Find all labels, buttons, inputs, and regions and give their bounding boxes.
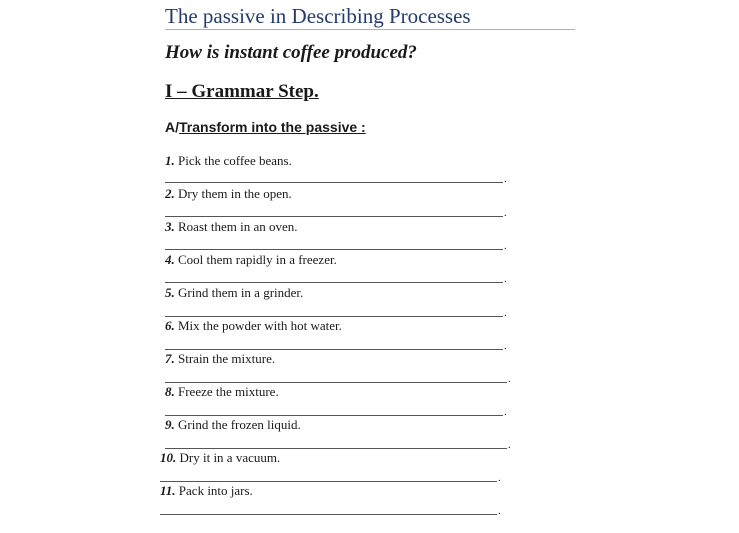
item-number: 5. — [165, 285, 175, 300]
item-text — [160, 450, 280, 466]
line-end-period: . — [498, 505, 501, 517]
exercise-item — [0, 186, 739, 219]
exercise-item — [0, 252, 739, 285]
item-text — [165, 384, 279, 400]
item-number: 3. — [165, 219, 175, 234]
line-end-period: . — [504, 406, 507, 418]
item-number: 11. — [160, 483, 176, 498]
item-text — [165, 318, 342, 334]
item-text — [165, 285, 303, 301]
item-number: 4. — [165, 252, 175, 267]
line-end-period: . — [504, 240, 507, 252]
line-end-period: . — [508, 373, 511, 385]
answer-line[interactable] — [165, 448, 507, 449]
item-sentence: Cool them rapidly in a freezer. — [178, 252, 337, 267]
line-end-period: . — [504, 173, 507, 185]
item-number: 9. — [165, 417, 175, 432]
item-text — [165, 351, 275, 367]
exercise-item — [0, 384, 739, 417]
section-heading: I – Grammar Step. — [165, 81, 319, 102]
exercise-item — [0, 285, 739, 318]
item-sentence: Strain the mixture. — [178, 351, 276, 366]
exercise-item — [0, 153, 739, 186]
item-text — [165, 153, 292, 169]
answer-line[interactable] — [165, 316, 503, 317]
answer-line[interactable] — [160, 514, 497, 515]
item-sentence: Freeze the mixture. — [178, 384, 279, 399]
item-text — [165, 252, 337, 268]
answer-line[interactable] — [165, 216, 503, 217]
item-number: 2. — [165, 186, 175, 201]
item-number: 1. — [165, 153, 175, 168]
exercise-item — [0, 351, 739, 384]
line-end-period: . — [504, 207, 507, 219]
answer-line[interactable] — [165, 382, 507, 383]
exercise-item — [0, 318, 739, 351]
exercise-item — [0, 219, 739, 252]
answer-line[interactable] — [165, 415, 503, 416]
item-sentence: Mix the powder with hot water. — [178, 318, 342, 333]
line-end-period: . — [504, 307, 507, 319]
exercise-item — [0, 417, 739, 450]
answer-line[interactable] — [160, 481, 497, 482]
item-number: 7. — [165, 351, 175, 366]
line-end-period: . — [508, 439, 511, 451]
item-sentence: Pick the coffee beans. — [178, 153, 292, 168]
item-sentence: Roast them in an oven. — [178, 219, 298, 234]
item-sentence: Grind the frozen liquid. — [178, 417, 301, 432]
page-title: The passive in Describing Processes — [165, 4, 471, 28]
item-number: 6. — [165, 318, 175, 333]
exercise-item — [0, 450, 739, 483]
item-text — [165, 417, 301, 433]
title-divider — [165, 29, 575, 30]
answer-line[interactable] — [165, 182, 503, 183]
item-text — [165, 219, 298, 235]
question-heading: How is instant coffee produced? — [165, 42, 417, 63]
item-sentence: Dry it in a vacuum. — [179, 450, 281, 465]
exercise-item — [0, 483, 739, 516]
item-sentence: Pack into jars. — [178, 483, 253, 498]
answer-line[interactable] — [165, 349, 503, 350]
item-text — [165, 186, 292, 202]
line-end-period: . — [504, 340, 507, 352]
exercise-instruction-text: Transform into the passive : — [179, 119, 366, 135]
item-sentence: Grind them in a grinder. — [178, 285, 304, 300]
item-text — [160, 483, 253, 499]
answer-line[interactable] — [165, 282, 503, 283]
line-end-period: . — [498, 472, 501, 484]
line-end-period: . — [504, 273, 507, 285]
answer-line[interactable] — [165, 249, 503, 250]
item-sentence: Dry them in the open. — [178, 186, 292, 201]
item-number: 10. — [160, 450, 177, 465]
exercise-instruction — [165, 119, 366, 135]
item-number: 8. — [165, 384, 175, 399]
exercise-label: A/ — [165, 119, 179, 135]
